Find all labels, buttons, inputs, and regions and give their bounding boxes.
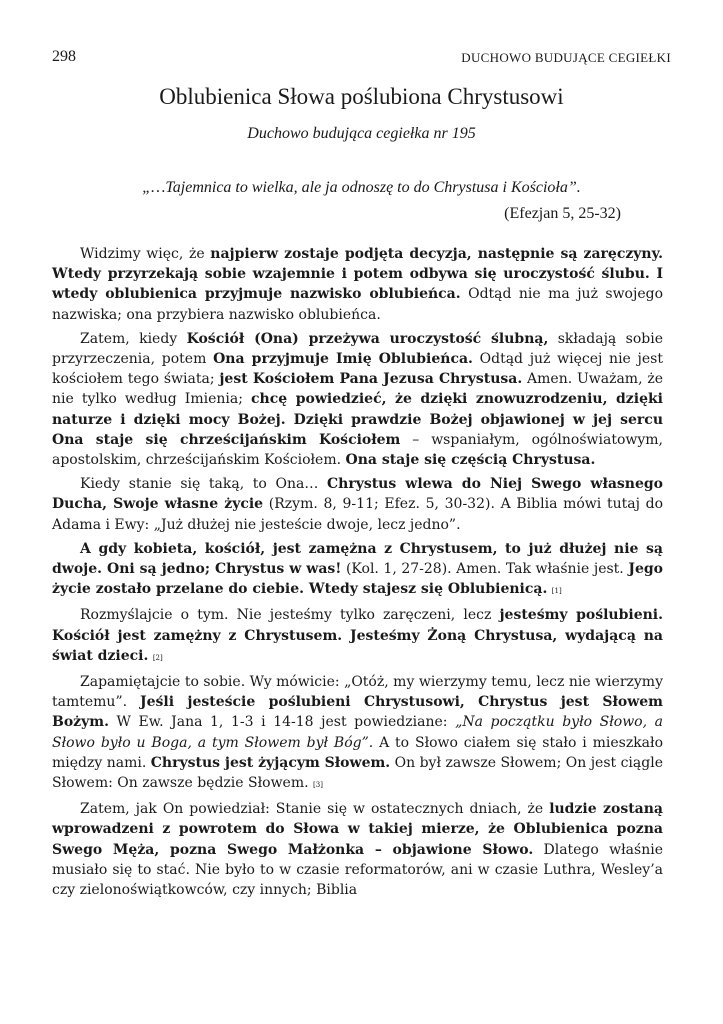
paragraph: [52, 539, 663, 602]
text: Amen. Uważam, że nie tylko według Imienia;: [52, 371, 663, 408]
page-header: [52, 48, 671, 68]
footnote-marker: [2]: [152, 653, 163, 662]
page-title: Oblubienica Słowa poślubiona Chrystusowi: [159, 84, 564, 109]
text: – wspaniałym, ogólnoświatowym, apostolskim, chrześcijańskim Kościołem.: [52, 431, 664, 469]
bold-text: Chrystus wlewa do Niej Swego własnego Ducha, Swoje własne życie: [52, 476, 664, 513]
running-head: DUCHOWO BUDUJĄCE CEGIEŁKI: [461, 50, 671, 65]
italic-text: „Na początku było Słowo, a Słowo było u Boga, a tym Słowem był Bóg”.: [52, 714, 664, 751]
bold-text: jest Kościołem Pana Jezusa Chrystusa.: [219, 371, 523, 388]
bold-text: Chrystus jest żyjącym Słowem.: [150, 754, 391, 771]
text: Odtąd nie ma już swojego nazwiska; ona przybiera nazwisko oblubieńca.: [52, 286, 664, 323]
text: Kiedy stanie się taką, to Ona…: [80, 476, 327, 493]
text: On był zawsze Słowem; On jest ciągle Słowem: On zawsze będzie Słowem.: [52, 754, 663, 792]
text: Widzimy więc, że: [80, 246, 211, 262]
paragraph: [52, 244, 663, 325]
bold-text: Ona staje się częścią Chrystusa.: [345, 452, 596, 469]
paragraph: [52, 672, 663, 795]
bold-text: Ona przyjmuje Imię Oblubieńca.: [213, 351, 473, 368]
text: A to Słowo ciałem się stało i mieszkało między nami.: [52, 734, 663, 771]
bold-text: Jeśli jesteście poślubieni Chrystusowi, Chrystus jest Słowem Bożym.: [52, 694, 663, 731]
bold-text: jesteśmy poślubieni. Kościół jest zamężny z Chrystusem. Jesteśmy Żoną Chrystusa, wydającą na świat dzieci.: [52, 607, 664, 664]
bold-text: Kościół (Ona) przeżywa uroczystość ślubną,: [186, 330, 549, 347]
text: W Ew. Jana 1, 1-3 i 14-18 jest powiedziane:: [108, 714, 456, 731]
footnote-marker: [3]: [313, 781, 323, 790]
text: Zatem, kiedy: [80, 330, 187, 347]
bold-text: A gdy kobieta, kościół, jest zamężna z Chrystusem, to już dłużej nie są dwoje. Oni są jedno; Chrystus w was!: [52, 540, 663, 578]
bold-text: najpierw zostaje podjęta decyzja, następnie są zaręczyny. Wtedy przyrzekają sobie wzajemnie i potem odbywa się uroczystość ślubu. I wtedy oblubienica przyjmuje nazwisko oblubieńca.: [52, 246, 664, 303]
bold-text: ludzie zostaną wprowadzeni z powrotem do Słowa w takiej mierze, że Oblubienica pozna Swego Męża, pozna Swego Małżonka – objawione Słowo.: [52, 801, 664, 858]
epigraph-quote: „…Tajemnica to wielka, ale ja odnoszę to do Chrystusa i Kościoła”.: [142, 179, 581, 196]
page-number: 298: [52, 48, 76, 65]
text: Rozmyślajcie o tym. Nie jesteśmy tylko zaręczeni, lecz: [80, 607, 500, 624]
paragraph: [52, 799, 663, 900]
text: (Rzym. 8, 9-11; Efez. 5, 30-32). A Biblia mówi tutaj do Adama i Ewy: „Już dłużej nie jesteście dwoje, lecz jedno”.: [52, 496, 663, 533]
text: składają sobie przyrzeczenia, potem: [52, 330, 663, 368]
paragraph: [52, 474, 663, 535]
text: (Kol. 1, 27-28). Amen. Tak właśnie jest.: [341, 561, 629, 578]
text: Zatem, jak On powiedział: Stanie się w ostatecznych dniach, że: [80, 801, 550, 818]
paragraph: [52, 605, 663, 668]
text: Dlatego właśnie musiało się to stać. Nie było to w czasie reformatorów, ani w czasie Luthra, Wesley’a czy zielonoświątkowców, czy innych; Biblia: [52, 841, 663, 899]
paragraph: [52, 329, 663, 470]
bold-text: Jego życie zostało przelane do ciebie. Wtedy stajesz się Oblubienicą.: [52, 561, 663, 598]
epigraph-reference: (Efezjan 5, 25-32): [504, 205, 621, 222]
subtitle: Duchowo budująca cegiełka nr 195: [247, 125, 476, 142]
text: Zapamiętajcie to sobie. Wy mówicie: „Otóż, my wierzymy temu, lecz nie wierzymy tamtemu”.: [52, 674, 663, 711]
body-text: [52, 244, 663, 904]
footnote-marker: [1]: [551, 587, 562, 596]
bold-text: chcę powiedzieć, że dzięki znowuzrodzeniu, dzięki naturze i dzięki mocy Bożej. Dzięki prawdzie Bożej objawionej w jej sercu Ona staje się chrześcijańskim Kościołem: [52, 391, 663, 448]
text: Odtąd już więcej nie jest kościołem tego świata;: [52, 351, 663, 388]
